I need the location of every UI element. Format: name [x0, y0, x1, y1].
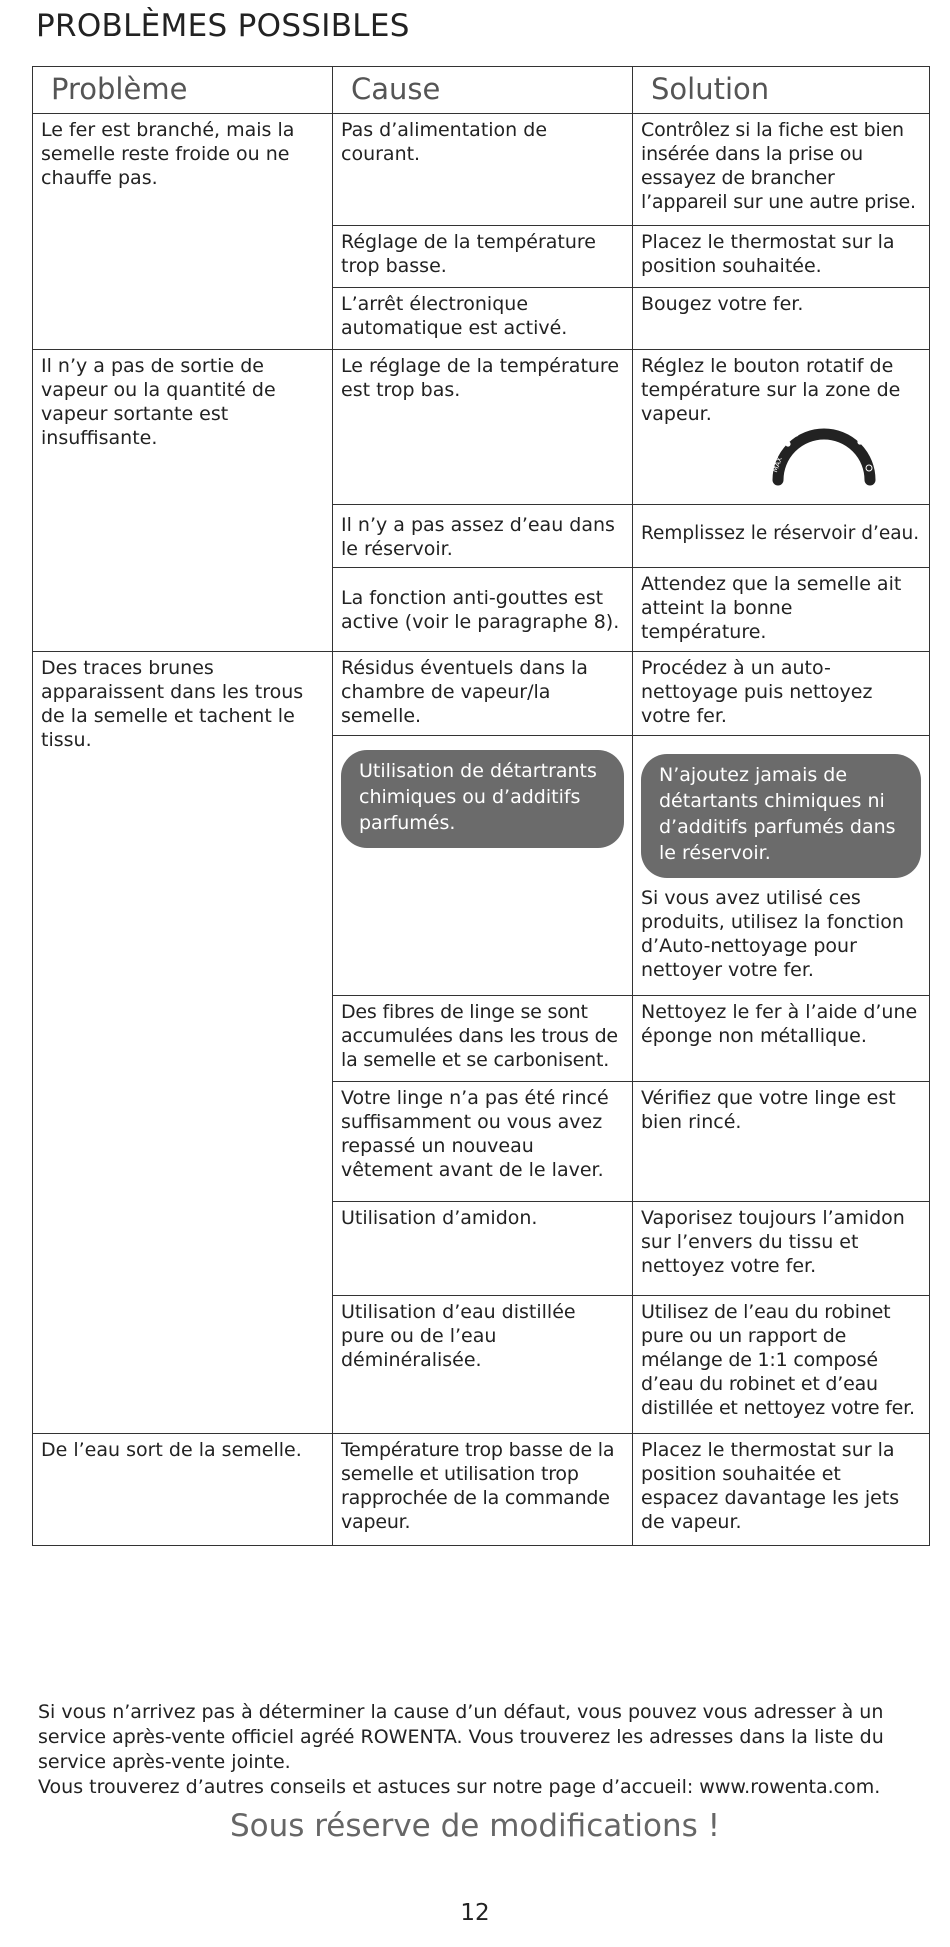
cause-cell: Température trop basse de la semelle et utilisation trop rapprochée de la commande vapeur. — [333, 1434, 633, 1546]
footer-paragraph-service: Si vous n’arrivez pas à déterminer la cause d’un défaut, vous pouvez vous adresser à un service après-vente officiel agréé ROWENTA. Vous trouverez les adresses dans la liste du service après-vente jointe. — [38, 1701, 884, 1773]
problem-cell: Il n’y a pas de sortie de vapeur ou la quantité de vapeur sortante est insuffisante. — [33, 350, 333, 652]
warning-bubble: Utilisation de détartrants chimiques ou d’additifs parfumés. — [341, 750, 624, 848]
cause-cell: Le réglage de la température est trop bas. — [333, 350, 633, 505]
table-row — [33, 350, 930, 505]
solution-text: Réglez le bouton rotatif de température sur la zone de vapeur. — [641, 355, 901, 425]
solution-cell: Nettoyez le fer à l’aide d’une éponge non métallique. — [633, 996, 930, 1082]
solution-cell: Placez le thermostat sur la position souhaitée. — [633, 226, 930, 288]
cause-cell: Utilisation d’eau distillée pure ou de l’eau déminéralisée. — [333, 1296, 633, 1434]
problem-cell: Le fer est branché, mais la semelle reste froide ou ne chauffe pas. — [33, 114, 333, 350]
page-title: PROBLÈMES POSSIBLES — [36, 8, 410, 44]
temperature-dial-icon — [641, 426, 921, 498]
cause-cell: Pas d’alimentation de courant. — [333, 114, 633, 226]
footer-paragraph-website: Vous trouverez d’autres conseils et astuces sur notre page d’accueil: www.rowenta.com. — [38, 1776, 881, 1798]
table-row — [33, 652, 930, 736]
header-problem: Problème — [33, 67, 333, 114]
solution-cell: Contrôlez si la fiche est bien insérée dans la prise ou essayez de brancher l’appareil sur une autre prise. — [633, 114, 930, 226]
dial-max-label: MAX — [771, 456, 785, 474]
footer-note — [38, 1700, 943, 1800]
cause-cell: Réglage de la température trop basse. — [333, 226, 633, 288]
table-row — [33, 1434, 930, 1546]
troubleshooting-table — [32, 66, 930, 1546]
header-cause: Cause — [333, 67, 633, 114]
cause-cell: Utilisation d’amidon. — [333, 1202, 633, 1296]
solution-cell: Bougez votre fer. — [633, 288, 930, 350]
solution-cell — [633, 736, 930, 996]
solution-cell: Procédez à un auto-nettoyage puis nettoyez votre fer. — [633, 652, 930, 736]
solution-cell — [633, 350, 930, 505]
problem-cell: De l’eau sort de la semelle. — [33, 1434, 333, 1546]
cause-cell: Résidus éventuels dans la chambre de vapeur/la semelle. — [333, 652, 633, 736]
cause-cell: Il n’y a pas assez d’eau dans le réservoir. — [333, 505, 633, 568]
cause-cell: L’arrêt électronique automatique est activé. — [333, 288, 633, 350]
cause-cell: La fonction anti-gouttes est active (voir le paragraphe 8). — [333, 568, 633, 652]
warning-bubble: N’ajoutez jamais de détartants chimiques ni d’additifs parfumés dans le réservoir. — [641, 754, 921, 878]
cause-cell — [333, 736, 633, 996]
header-solution: Solution — [633, 67, 930, 114]
page-number: 12 — [460, 1900, 490, 1926]
reserve-notice: Sous réserve de modifications ! — [229, 1808, 721, 1844]
solution-text: Si vous avez utilisé ces produits, utilisez la fonction d’Auto-nettoyage pour nettoyer votre fer. — [641, 887, 904, 981]
problem-cell: Des traces brunes apparaissent dans les trous de la semelle et tachent le tissu. — [33, 652, 333, 1434]
cause-cell: Des fibres de linge se sont accumulées dans les trous de la semelle et se carbonisent. — [333, 996, 633, 1082]
solution-cell: Vérifiez que votre linge est bien rincé. — [633, 1082, 930, 1202]
table-header-row — [33, 67, 930, 114]
solution-cell: Vaporisez toujours l’amidon sur l’envers du tissu et nettoyez votre fer. — [633, 1202, 930, 1296]
cause-cell: Votre linge n’a pas été rincé suffisamment ou vous avez repassé un nouveau vêtement avant de le laver. — [333, 1082, 633, 1202]
solution-cell: Remplissez le réservoir d’eau. — [633, 505, 930, 568]
table-row — [33, 114, 930, 226]
solution-cell: Placez le thermostat sur la position souhaitée et espacez davantage les jets de vapeur. — [633, 1434, 930, 1546]
solution-cell: Utilisez de l’eau du robinet pure ou un rapport de mélange de 1:1 composé d’eau du robinet et d’eau distillée et nettoyez votre fer. — [633, 1296, 930, 1434]
solution-cell: Attendez que la semelle ait atteint la bonne température. — [633, 568, 930, 652]
